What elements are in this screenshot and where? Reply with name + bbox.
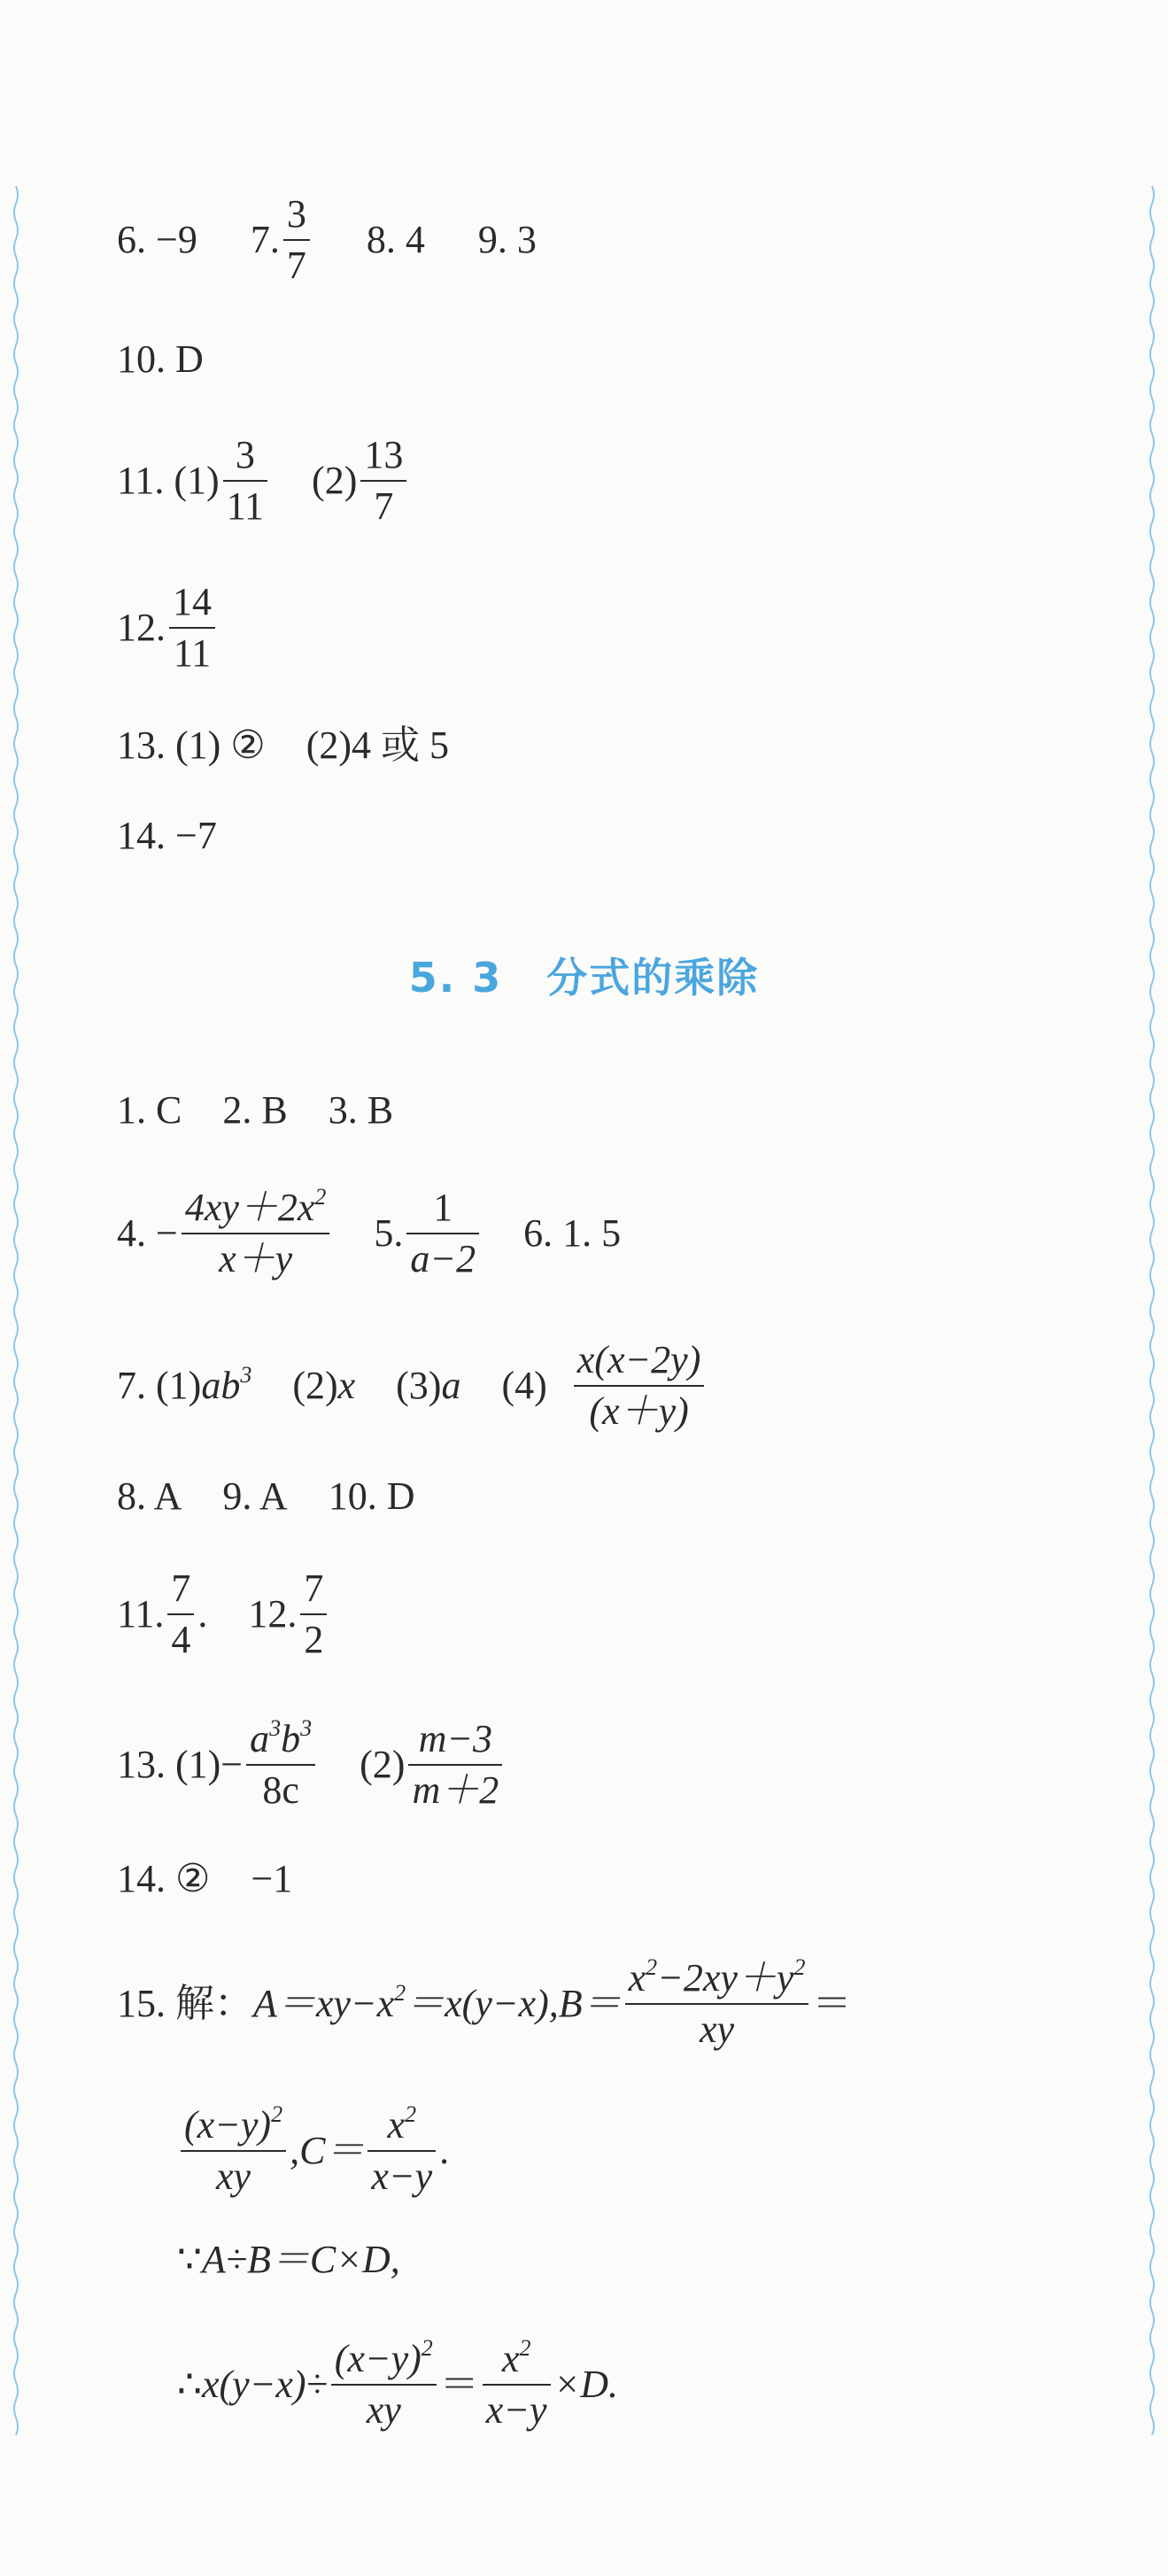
equation-a: $A=xy-x^2=x(y-x),B=$ <box>253 1980 622 2026</box>
equals-sign: ＝ <box>439 2363 479 2407</box>
section-answer-line-11-12 <box>117 1567 330 1662</box>
fraction-3-11 <box>223 434 267 529</box>
fraction-numerator: $4xy+2x^2$ <box>184 1184 327 1229</box>
section-answer-line-8-10 <box>117 1474 415 1518</box>
fraction-expression-5 <box>406 1187 479 1281</box>
section-answer-line-14 <box>117 1857 293 1900</box>
fraction-expression-7-4 <box>574 1339 705 1434</box>
fraction-expression-4 <box>182 1184 330 1281</box>
fraction-a3b3-8c <box>246 1715 315 1813</box>
fraction-numerator: 7 <box>171 1566 191 1610</box>
section-answer-line-13 <box>117 1715 506 1813</box>
fraction-numerator: $x^2$ <box>501 2335 531 2380</box>
answer-6: 6. −9 <box>117 218 197 262</box>
section-name: 分式的乘除 <box>546 954 760 1002</box>
fraction-c <box>367 2101 436 2199</box>
fraction-numerator: $(x-y)^2$ <box>334 2335 433 2380</box>
part-2-label: (2) <box>292 1364 338 1408</box>
fraction-7-2 <box>300 1567 327 1662</box>
fraction-denominator: 4 <box>171 1618 191 1662</box>
section-answer-line-1-3 <box>117 1088 394 1132</box>
fraction-denominator: 7 <box>286 244 306 288</box>
section-answer-7-label: 7. (1) <box>117 1364 202 1408</box>
fraction-denominator: xy <box>366 2388 401 2433</box>
answer-line-12 <box>117 581 219 676</box>
fraction-13-7 <box>360 434 406 529</box>
fraction-numerator: 3 <box>286 192 306 236</box>
fraction-7-4 <box>167 1567 194 1662</box>
section-answer-6: 6. 1. 5 <box>523 1211 622 1256</box>
fraction-denominator: x−y <box>371 2154 433 2199</box>
fraction-14-11 <box>169 581 215 676</box>
expr-ab3: $ab^3$ <box>201 1362 252 1408</box>
fraction-3-7 <box>283 193 310 288</box>
answer-9: 9. 3 <box>477 218 537 262</box>
answer-7-label: 7. <box>250 218 280 262</box>
expr-x: x <box>337 1364 356 1408</box>
answer-11-label: 11. (1) <box>117 459 220 503</box>
fraction-denominator: x−y <box>485 2388 547 2433</box>
section-answer-11-label: 11. <box>117 1592 165 1636</box>
fraction-numerator: $(x-y)^2$ <box>184 2101 283 2147</box>
part-4-label: (4) <box>501 1364 547 1408</box>
answer-line-6-9 <box>117 193 537 288</box>
section-answer-line-7 <box>117 1339 708 1434</box>
fraction-numerator: 14 <box>173 580 212 623</box>
section-number: 5. 3 <box>408 954 503 1002</box>
section-answer-1: 1. C <box>117 1088 182 1132</box>
fraction-denominator: a−2 <box>410 1237 476 1281</box>
fraction-denominator: m＋2 <box>412 1768 499 1813</box>
fraction-numerator: $a^3b^3$ <box>250 1715 313 1760</box>
section-answer-15-label: 15. 解： <box>117 1982 253 2026</box>
fraction-denominator: 11 <box>226 484 265 529</box>
answer-line-13 <box>117 723 450 767</box>
section-title <box>0 946 1168 1004</box>
answer-11-part2-label: (2) <box>312 459 358 503</box>
equation-relation: A÷B＝C×D, <box>202 2238 400 2281</box>
part-2-label: (2) <box>360 1743 406 1787</box>
fraction-denominator: 7 <box>374 484 394 529</box>
fraction-numerator: x(x−2y) <box>576 1338 701 1381</box>
fraction-denominator: 8c <box>262 1768 299 1813</box>
section-answer-line-15 <box>117 1954 852 2052</box>
answer-14: 14. −7 <box>117 814 217 857</box>
section-answer-4-label: 4. − <box>117 1211 178 1256</box>
answer-line-14 <box>117 816 217 855</box>
answer-13-part2: (2)4 或 5 <box>306 723 450 767</box>
fraction-denominator: (x＋y) <box>589 1389 689 1434</box>
section-answer-14-value: −1 <box>251 1857 293 1900</box>
fraction-denominator: 2 <box>304 1618 324 1662</box>
fraction-denominator: xy <box>216 2154 251 2199</box>
fraction-numerator: $x^2$ <box>387 2101 417 2147</box>
section-answer-line-4-6 <box>117 1184 622 1281</box>
right-border-decoration <box>1149 186 1156 2435</box>
answer-12-label: 12. <box>117 606 166 650</box>
answer-10: 10. D <box>117 337 204 381</box>
answer-line-11 <box>117 434 410 529</box>
fraction-numerator: 1 <box>433 1186 453 1229</box>
period: . <box>439 2129 450 2173</box>
fraction-c-2 <box>483 2335 551 2433</box>
equation-c: ,C＝ <box>290 2129 365 2173</box>
section-answer-12-label: 12. <box>248 1592 298 1636</box>
fraction-numerator: $x^2-2xy+y^2$ <box>628 1954 806 2000</box>
answer-13-part1: 13. (1) ② <box>117 723 266 767</box>
fraction-xy-squared <box>181 2101 286 2199</box>
answer-8: 8. 4 <box>366 218 425 262</box>
fraction-denominator: 11 <box>173 631 212 676</box>
expr-a: a <box>441 1364 461 1408</box>
fraction-m3-m2 <box>408 1718 502 1813</box>
period: . <box>197 1592 208 1636</box>
section-answer-line-15c <box>177 2240 400 2279</box>
fraction-numerator: 7 <box>304 1566 324 1610</box>
section-answer-line-15d <box>177 2335 619 2433</box>
section-answer-2: 2. B <box>222 1088 288 1132</box>
section-answer-8: 8. A <box>117 1474 182 1518</box>
equation-right: ×D. <box>553 2363 619 2407</box>
therefore-symbol: ∴ <box>177 2363 202 2407</box>
fraction-denominator: xy <box>700 2007 735 2052</box>
left-border-decoration <box>12 186 19 2435</box>
section-answer-13-label: 13. (1)− <box>117 1743 244 1787</box>
fraction-b <box>625 1954 809 2052</box>
section-answer-14: 14. ② <box>117 1857 211 1900</box>
section-answer-5-label: 5. <box>374 1211 404 1256</box>
fraction-numerator: m−3 <box>418 1717 493 1760</box>
fraction-denominator: x＋y <box>219 1237 293 1281</box>
equation-left: x(y−x)÷ <box>202 2363 328 2407</box>
section-answer-9: 9. A <box>222 1474 288 1518</box>
section-answer-3: 3. B <box>328 1088 394 1132</box>
fraction-numerator: 13 <box>364 433 404 476</box>
section-answer-10: 10. D <box>328 1474 415 1518</box>
section-answer-line-15b <box>177 2101 450 2199</box>
fraction-xy-squared-2 <box>331 2335 437 2433</box>
part-3-label: (3) <box>396 1364 442 1408</box>
answer-line-10 <box>117 337 204 381</box>
because-symbol: ∵ <box>177 2238 202 2281</box>
equals-sign: ＝ <box>812 1982 852 2026</box>
fraction-numerator: 3 <box>235 433 255 476</box>
